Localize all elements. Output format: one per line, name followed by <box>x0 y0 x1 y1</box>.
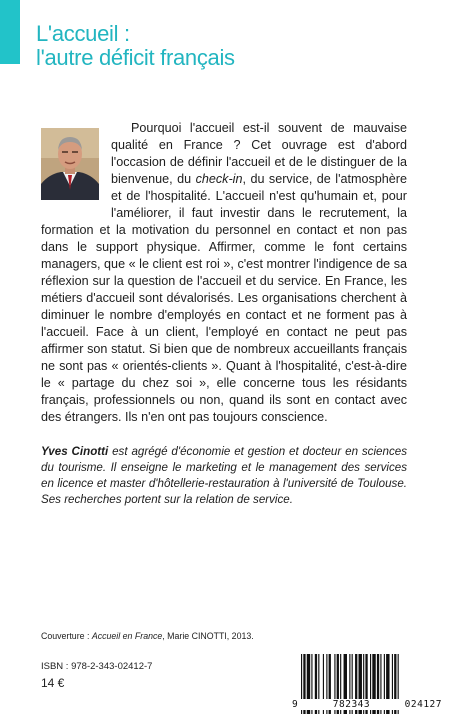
barcode-digit-lead: 9 <box>292 699 299 710</box>
barcode <box>299 654 437 720</box>
author-name: Yves Cinotti <box>41 445 109 458</box>
summary-block <box>41 120 407 426</box>
book-title <box>36 22 436 70</box>
barcode-digits <box>292 699 442 710</box>
title-line-1: L'accueil : <box>36 21 130 46</box>
author-bio: Yves Cinotti est agrégé d'économie et gestion et docteur en sciences du tourisme. Il enseigne le marketing et le management des services en licence et master d'hôtellerie-restauration à l'université de Toulouse. Ses recherches portent sur la relation de service. <box>41 445 407 506</box>
barcode-digit-group-1: 782343 <box>332 699 371 710</box>
isbn: ISBN : 978-2-343-02412-7 <box>41 661 153 672</box>
cover-credit: Couverture : Accueil en France, Marie CINOTTI, 2013. <box>41 631 254 641</box>
barcode-digit-group-2: 024127 <box>404 699 442 710</box>
summary-text: Pourquoi l'accueil est-il souvent de mauvaise qualité en France ? Cet ouvrage est d'abord l'occasion de définir l'accueil et de le distinguer de la bienvenue, du check-in, du service, de l'atmosphère et de l'hospitalité. L'accueil n'est qu'humain et, pour l'améliorer, il faut investir dans le recrutement, la formation et la motivation du personnel en contact et non pas dans le support physique. Affirmer, comme le font certains managers, que « le client est roi », c'est montrer l'indigence de sa réflexion sur la question de l'accueil et du service. En France, les métiers d'accueil sont dévalorisés. Les organisations cherchent à diminuer le nombre d'employés en contact et ne forment pas à l'accueil. Face à un client, l'employé en contact ne peut pas affirmer son statut. Si bien que de nombreux accueillants français ne sont pas « orientés-clients ». Quant à l'hospitalité, c'est-à-dire le « partage du chez soi », elle concerne tous les résidants français, professionnels ou non, quand ils sont en contact avec des étrangers. Ils n'en ont pas toujours conscience. <box>41 121 407 424</box>
accent-bar <box>0 0 20 64</box>
title-line-2: l'autre déficit français <box>36 45 235 70</box>
price: 14 € <box>41 676 65 690</box>
